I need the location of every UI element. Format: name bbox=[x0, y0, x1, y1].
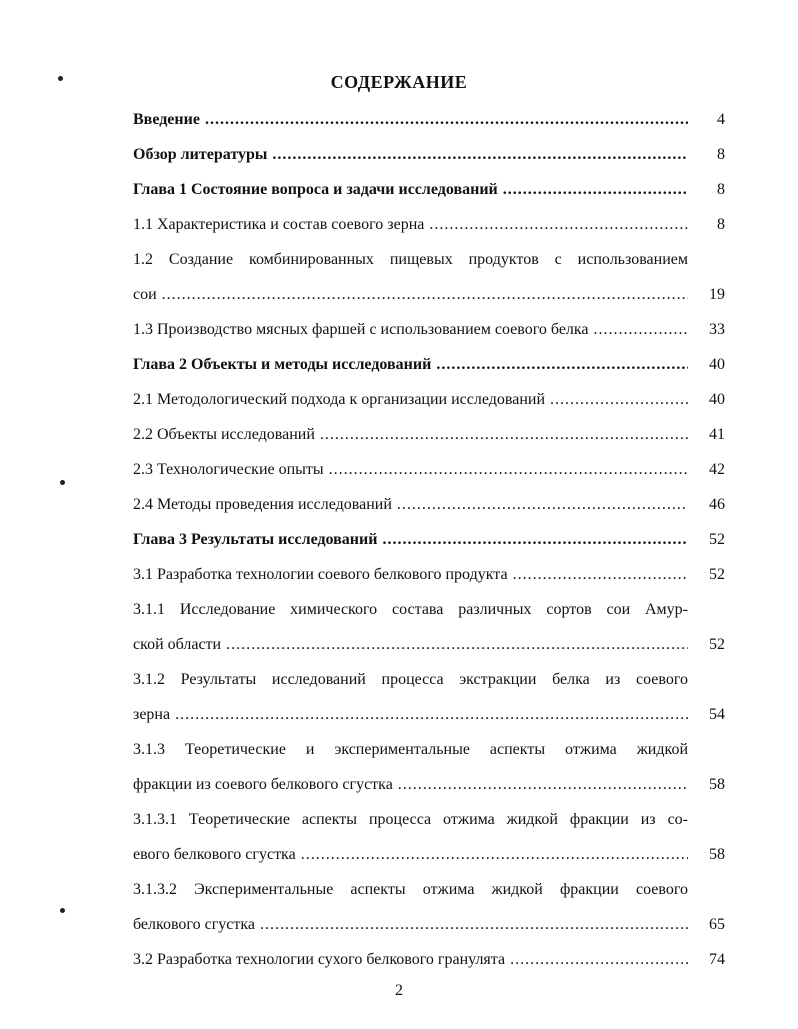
toc-entry-text: 1.1 Характеристика и состав соевого зерна ..... bbox=[133, 215, 688, 235]
toc-entry-page: 58 bbox=[709, 846, 725, 863]
toc-entry-1-1 bbox=[133, 215, 725, 235]
toc-entry-page: 46 bbox=[709, 496, 725, 513]
toc-entry-text: 2.3 Технологические опыты ..... bbox=[133, 460, 688, 480]
toc-entry-3-1-3-1 bbox=[133, 810, 725, 865]
toc-entry-text: фракции из соевого белкового сгустка ..... bbox=[133, 775, 688, 795]
toc-entry-literature-review bbox=[133, 145, 725, 165]
toc-entry-page: 33 bbox=[709, 321, 725, 338]
toc-entry-line: 3.1.3 Теоретические и экспериментальные аспекты отжима жидкой bbox=[133, 741, 688, 758]
toc-entry-text: белкового сгустка ..... bbox=[133, 915, 688, 935]
toc-entry-text: 2.1 Методологический подхода к организации исследований ..... bbox=[133, 390, 688, 410]
toc-entry-text: Введение ..... bbox=[133, 110, 688, 130]
toc-entry-1-2 bbox=[133, 250, 725, 305]
toc-entry-chapter-3 bbox=[133, 530, 725, 550]
toc-entry-line: 3.1.3.1 Теоретические аспекты процесса отжима жидкой фракции из со- bbox=[133, 811, 688, 828]
toc-entry-page: 52 bbox=[709, 566, 725, 583]
toc-entry-3-1-3 bbox=[133, 740, 725, 795]
toc-entry-page: 8 bbox=[717, 216, 725, 233]
toc-entry-page: 41 bbox=[709, 426, 725, 443]
toc-entry-page: 40 bbox=[709, 356, 725, 373]
toc-entry-page: 65 bbox=[709, 916, 725, 933]
toc-entry-text: 2.4 Методы проведения исследований ..... bbox=[133, 495, 688, 515]
page-title: СОДЕРЖАНИЕ bbox=[330, 72, 468, 92]
toc-entry-page: 52 bbox=[709, 636, 725, 653]
toc-entry-text: Глава 3 Результаты исследований ..... bbox=[133, 530, 688, 550]
toc-entry-text: сои ..... bbox=[133, 285, 688, 305]
toc-entry-text: 3.2 Разработка технологии сухого белкового гранулята ..... bbox=[133, 950, 688, 970]
scan-speck bbox=[60, 480, 65, 485]
toc-entry-page: 54 bbox=[709, 706, 725, 723]
toc-entry-2-4 bbox=[133, 495, 725, 515]
toc-entry-text: Обзор литературы ..... bbox=[133, 145, 688, 165]
toc-entry-text: 2.2 Объекты исследований ..... bbox=[133, 425, 688, 445]
toc-entry-3-1-1 bbox=[133, 600, 725, 655]
toc-entry-line: 3.1.3.2 Экспериментальные аспекты отжима жидкой фракции соевого bbox=[133, 881, 688, 898]
scan-speck bbox=[60, 908, 65, 913]
toc-entry-text: Глава 2 Объекты и методы исследований ..... bbox=[133, 355, 688, 375]
toc-entry-2-2 bbox=[133, 425, 725, 445]
toc-entry-chapter-2 bbox=[133, 355, 725, 375]
toc-entry-3-1-2 bbox=[133, 670, 725, 725]
toc-entry-page: 52 bbox=[709, 531, 725, 548]
toc-entry-3-1-3-2 bbox=[133, 880, 725, 935]
toc-entry-2-1 bbox=[133, 390, 725, 410]
toc-entry-line: 1.2 Создание комбинированных пищевых продуктов с использованием bbox=[133, 251, 688, 268]
page-number: 2 bbox=[395, 982, 403, 999]
toc-entry-chapter-1 bbox=[133, 180, 725, 200]
scan-speck bbox=[58, 76, 63, 81]
toc-entry-3-1 bbox=[133, 565, 725, 585]
toc-entry-intro bbox=[133, 110, 725, 130]
toc-entry-page: 42 bbox=[709, 461, 725, 478]
toc-entry-text: евого белкового сгустка ..... bbox=[133, 845, 688, 865]
toc-entry-line: 3.1.2 Результаты исследований процесса экстракции белка из соевого bbox=[133, 671, 688, 688]
toc-entry-text: 1.3 Производство мясных фаршей с использованием соевого белка ..... bbox=[133, 320, 688, 340]
toc-entry-page: 8 bbox=[717, 181, 725, 198]
toc-entry-text: ской области ..... bbox=[133, 635, 688, 655]
toc-entry-1-3 bbox=[133, 320, 725, 340]
toc-entry-3-2 bbox=[133, 950, 725, 970]
toc-entry-page: 4 bbox=[717, 111, 725, 128]
toc-entry-page: 8 bbox=[717, 146, 725, 163]
toc-entry-page: 40 bbox=[709, 391, 725, 408]
toc-entry-page: 58 bbox=[709, 776, 725, 793]
toc-entry-2-3 bbox=[133, 460, 725, 480]
toc-entry-page: 19 bbox=[709, 286, 725, 303]
toc-entry-line: 3.1.1 Исследование химического состава различных сортов сои Амур- bbox=[133, 601, 688, 618]
toc-entry-page: 74 bbox=[709, 951, 725, 968]
toc-entry-text: 3.1 Разработка технологии соевого белкового продукта ..... bbox=[133, 565, 688, 585]
toc-entry-text: зерна ..... bbox=[133, 705, 688, 725]
toc-entry-text: Глава 1 Состояние вопроса и задачи исследований ..... bbox=[133, 180, 688, 200]
